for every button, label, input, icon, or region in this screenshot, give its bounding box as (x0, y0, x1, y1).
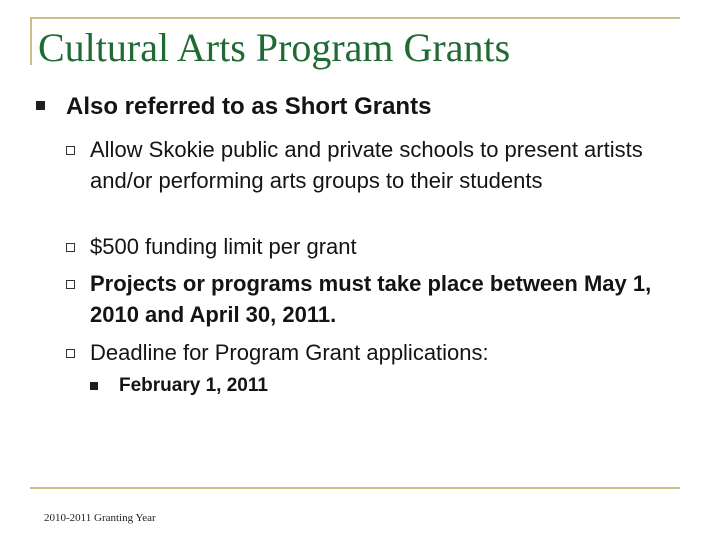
subbullet-text: Projects or programs must take place between May 1, 2010 and April 30, 2011. (90, 271, 652, 327)
deadline-date-text: February 1, 2011 (119, 375, 268, 396)
subbullet-text: Deadline for Program Grant applications: (90, 340, 489, 365)
top-rule (30, 17, 680, 19)
subbullet-text: Allow Skokie public and private schools to present artists and/or performing arts groups to their students (90, 137, 643, 193)
subbullet-text: $500 funding limit per grant (90, 234, 357, 259)
slide-footer: 2010-2011 Granting Year (44, 512, 156, 524)
filled-square-bullet-icon (90, 382, 98, 390)
hollow-square-bullet-icon (66, 243, 75, 252)
hollow-square-bullet-icon (66, 349, 75, 358)
slide-title: Cultural Arts Program Grants (38, 25, 511, 70)
hollow-square-bullet-icon (66, 146, 75, 155)
filled-square-bullet-icon (36, 101, 45, 110)
bottom-rule (30, 487, 680, 489)
hollow-square-bullet-icon (66, 280, 75, 289)
bullet-text: Also referred to as Short Grants (66, 93, 432, 120)
left-rule (30, 17, 32, 65)
